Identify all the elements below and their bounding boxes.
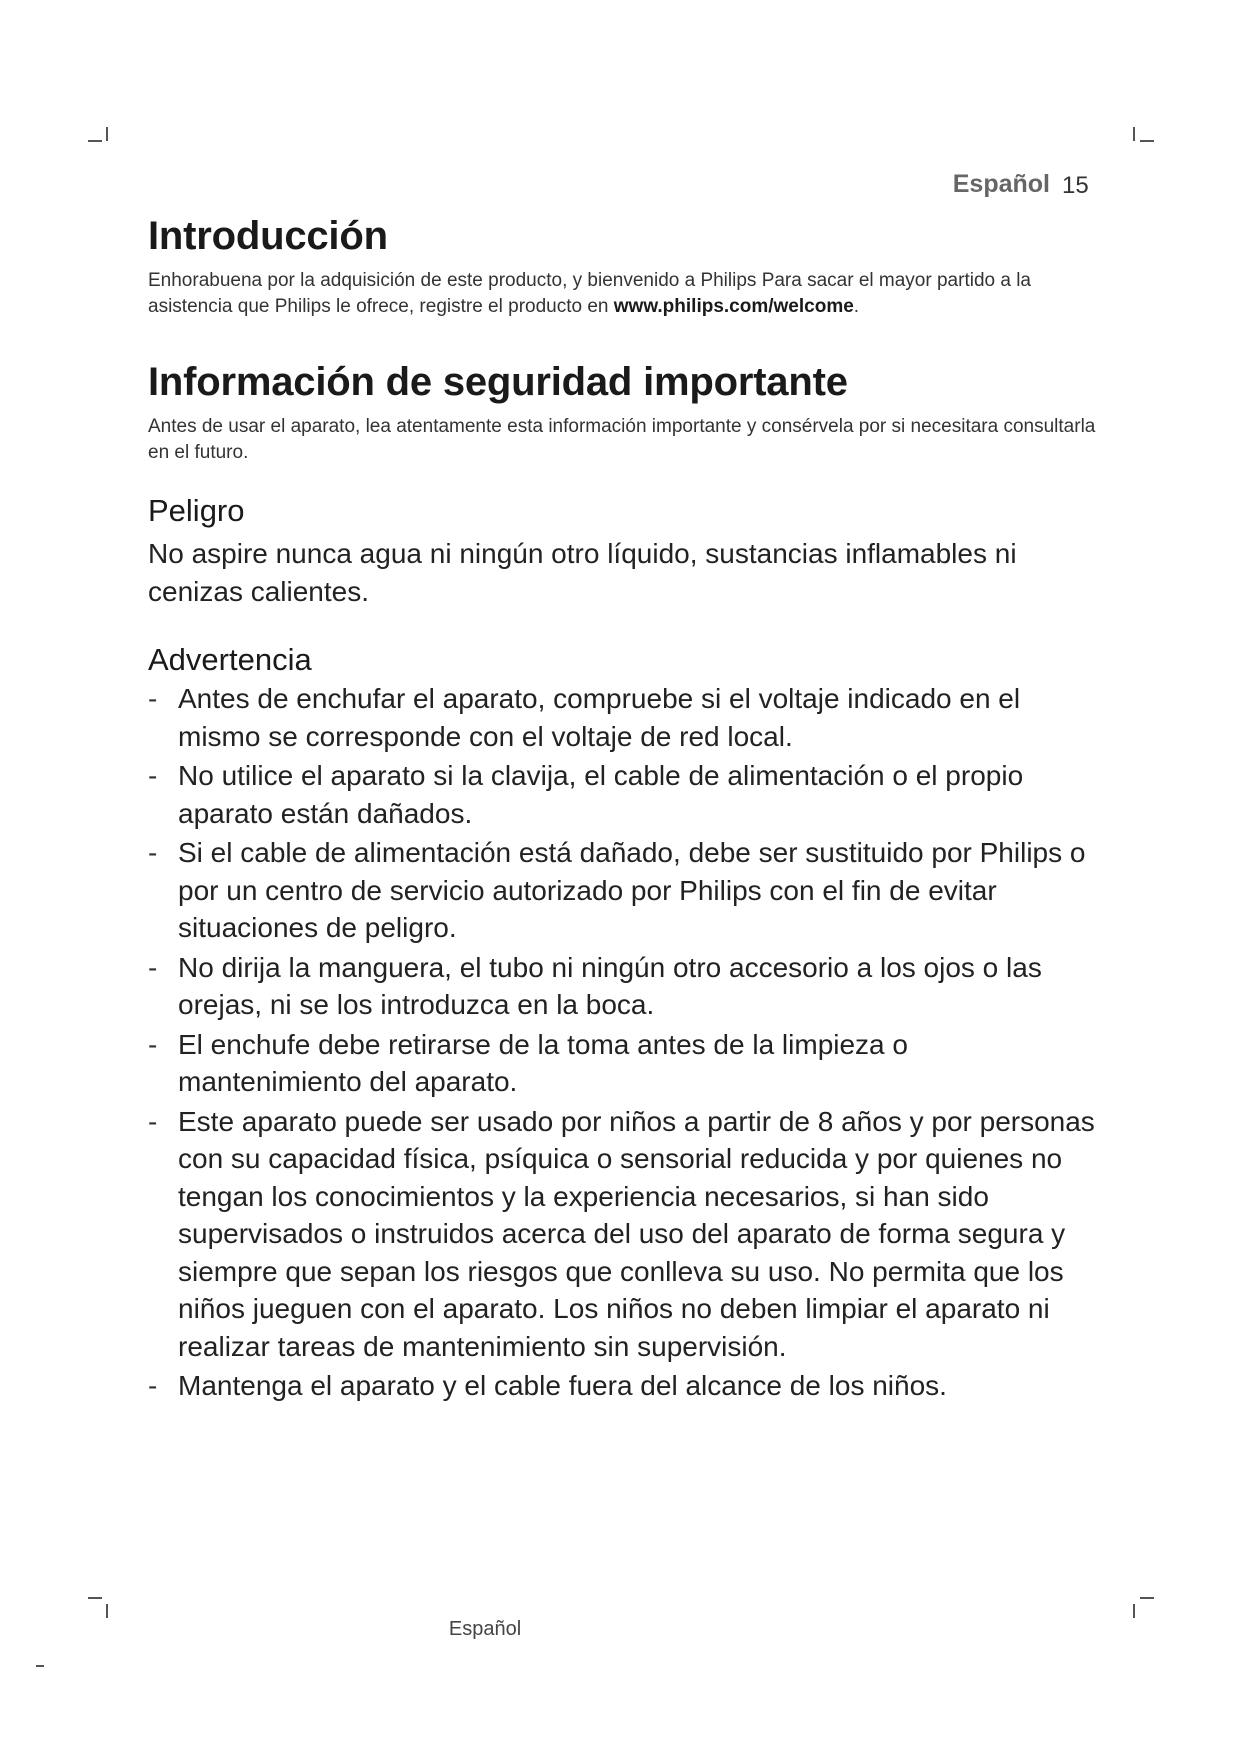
crop-mark-bottom-left-v [106, 1604, 108, 1618]
safety-title: Información de seguridad importante [148, 360, 848, 404]
crop-mark-bottom-left-h [88, 1597, 102, 1599]
bullet-dash: - [148, 1370, 158, 1402]
list-item-text: No dirija la manguera, el tubo ni ningún otro accesorio a los ojos o las orejas, ni se los introduzca en la boca. [178, 951, 1042, 1021]
warning-list [148, 680, 1098, 1405]
list-item [148, 1103, 1098, 1366]
bullet-dash: - [148, 1105, 158, 1137]
crop-mark-bottom-right-v [1133, 1604, 1135, 1618]
welcome-url: www.philips.com/welcome [613, 296, 854, 317]
warning-title: Advertencia [148, 642, 312, 678]
intro-text [148, 268, 1098, 320]
list-item-text: No utilice el aparato si la clavija, el cable de alimentación o el propio aparato están dañados. [178, 760, 1024, 829]
danger-text: No aspire nunca agua ni ningún otro líquido, sustancias inflamables ni cenizas calientes. [148, 538, 1017, 608]
bullet-dash: - [148, 760, 158, 792]
bullet-dash: - [148, 1028, 158, 1060]
bullet-dash: - [148, 683, 158, 715]
safety-text: Antes de usar el aparato, lea atentamente esta información importante y consérvela por si necesitara consultarla en el futuro. [148, 416, 1096, 463]
list-item-text: Antes de enchufar el aparato, compruebe si el voltaje indicado en el mismo se corresponde con el voltaje de red local. [178, 683, 1021, 752]
list-item-text: Si el cable de alimentación está dañado, debe ser sustituido por Philips o por un centro de servicio autorizado por Philips con el fin de evitar situaciones de peligro. [178, 837, 1086, 944]
crop-mark-top-left-h [88, 140, 102, 142]
list-item [148, 1026, 1098, 1101]
bullet-dash: - [148, 837, 158, 869]
crop-mark-bottom-right-h [1140, 1597, 1154, 1599]
page-content [148, 212, 1098, 1407]
crop-mark-top-left-v [106, 127, 108, 141]
list-item [148, 1367, 1098, 1405]
crop-mark-top-right-h [1140, 140, 1154, 142]
list-item [148, 834, 1098, 947]
list-item-text: Este aparato puede ser usado por niños a partir de 8 años y por personas con su capacidad física, psíquica o sensorial reducida y por quienes no tengan los conocimientos y la experiencia necesarios, si han sido supervisados o instruidos acerca del uso del aparato de forma segura y siempre que sepan los riesgos que conlleva su uso. No permita que los niños jueguen con el aparato. Los niños no deben limpiar el aparato ni realizar tareas de mantenimiento sin supervisión. [178, 1105, 1095, 1362]
list-item-text: Mantenga el aparato y el cable fuera del alcance de los niños. [178, 1370, 947, 1402]
bullet-dash: - [148, 951, 158, 983]
crop-mark-bottom-far-left [36, 1665, 44, 1667]
list-item [148, 757, 1098, 832]
intro-text-end: . [853, 296, 860, 317]
list-item [148, 680, 1098, 755]
footer-language: Español [448, 1618, 522, 1640]
list-item-text: El enchufe debe retirarse de la toma antes de la limpieza o mantenimiento del aparato. [178, 1028, 908, 1098]
crop-mark-top-right-v [1133, 127, 1135, 141]
list-item [148, 949, 1098, 1024]
page-number: 15 [1062, 172, 1089, 199]
intro-text-body: Enhorabuena por la adquisición de este producto, y bienvenido a Philips Para sacar el mayor partido a la asistencia que Philips le ofrece, registre el producto en [148, 270, 1031, 317]
header-language: Español [952, 170, 1050, 198]
danger-title: Peligro [148, 493, 245, 528]
intro-title: Introducción [148, 214, 388, 258]
